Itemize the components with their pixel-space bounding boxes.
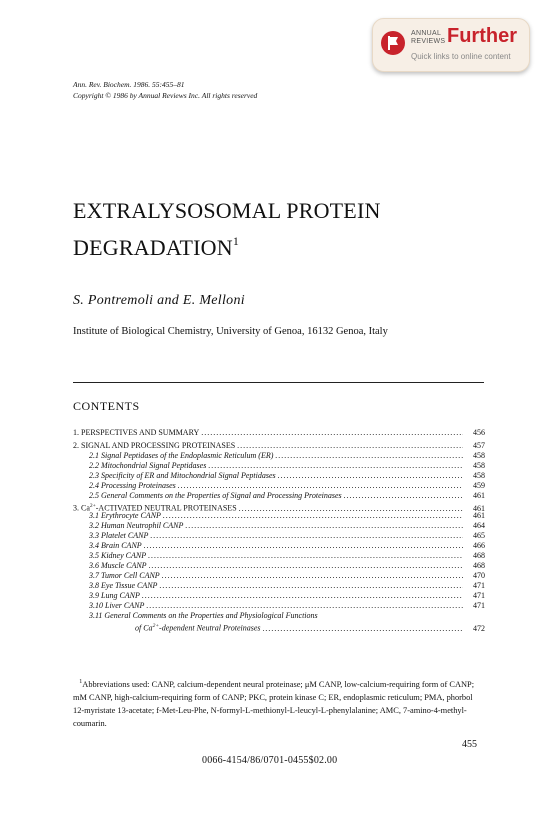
toc-label: 3.7 Tumor Cell CANP [89,571,160,580]
badge-tagline: Quick links to online content [411,52,511,61]
dot-leader [144,541,463,551]
toc-entry-2-1[interactable] [73,451,485,461]
toc-entry-3-1[interactable] [73,511,485,521]
annual-text: ANNUAL [411,30,442,37]
toc-entry-3-7[interactable] [73,571,485,581]
footnote-mark: 1 [79,679,83,685]
toc-page: 471 [473,591,485,600]
toc-label: 3.3 Platelet CANP [89,531,149,540]
title-line-1: EXTRALYSOSOMAL PROTEIN [73,198,381,223]
reviews-text: REVIEWS [411,38,446,45]
toc-label: 2.3 Specificity of ER and Mitochondrial Signal Peptidases [89,471,276,480]
dot-leader [163,511,463,521]
toc-entry-section-2[interactable] [73,441,485,451]
toc-page: 471 [473,601,485,610]
annual-reviews-further-badge[interactable] [372,18,530,72]
contents-heading: CONTENTS [73,399,140,413]
dot-leader [148,551,463,561]
superscript: 2+ [89,503,96,509]
toc-entry-2-5[interactable] [73,491,485,501]
annual-reviews-wordmark [411,30,445,46]
toc-page: 470 [473,571,485,580]
toc-label: 3.1 Erythrocyte CANP [89,511,161,520]
toc-label-part: -dependent Neutral Proteinases [159,623,261,633]
divider [73,382,484,383]
footnote-text: Abbreviations used: CANP, calcium-dependent neural proteinase; μM CANP, low-calcium-requiring form of CANP; mM CANP, high-calcium-requiring form of CANP; PKC, protein kinase C; ER, endoplasmic reticulum; PMA, phorbol 12-myristate 13-acetate; f-Met-Leu-Phe, N-formyl-L-methionyl-L-leucyl-L-phenylalanine; AMC, 7-amino-4-methyl-coumarin. [73,679,475,728]
toc-label-part [135,621,261,634]
citation-line: Ann. Rev. Biochem. 1986. 55:455–81 [73,80,185,89]
toc-label-part: of Ca [135,623,153,633]
further-text: Further [447,25,517,47]
toc-label: 3.9 Lung CANP [89,591,140,600]
toc-label-part: 3. Ca [73,503,90,513]
toc-page: 456 [473,428,485,437]
toc-label-part: -ACTIVATED NEUTRAL PROTEINASES [95,503,237,513]
toc-page: 468 [473,551,485,560]
toc-entry-2-2[interactable] [73,461,485,471]
toc-label: 3.6 Muscle CANP [89,561,147,570]
dot-leader [263,624,464,634]
toc-page: 459 [473,481,485,490]
toc-label: 2. SIGNAL AND PROCESSING PROTEINASES [73,441,236,450]
flag-icon [387,35,399,51]
toc-page: 458 [473,461,485,470]
toc-entry-3-6[interactable] [73,561,485,571]
toc-label: 2.5 General Comments on the Properties of Signal and Processing Proteinases [89,491,342,500]
toc-entry-section-3[interactable] [73,501,485,511]
toc-entry-3-3[interactable] [73,531,485,541]
toc-page: 471 [473,581,485,590]
toc-entry-3-9[interactable] [73,591,485,601]
dot-leader [159,581,463,591]
dot-leader [142,591,463,601]
dot-leader [201,428,463,438]
toc-entry-3-5[interactable] [73,551,485,561]
dot-leader [275,451,463,461]
dot-leader [278,471,463,481]
toc-entry-3-2[interactable] [73,521,485,531]
toc-entry-2-3[interactable] [73,471,485,481]
toc-label: 2.1 Signal Peptidases of the Endoplasmic Reticulum (ER) [89,451,274,460]
copyright-line: Copyright © 1986 by Annual Reviews Inc. All rights reserved [73,91,258,100]
toc-page: 461 [473,511,485,520]
superscript: 2+ [152,623,160,629]
toc-entry-section-1[interactable] [73,428,485,438]
dot-leader [178,481,463,491]
abbreviations-footnote [73,676,485,730]
toc-page: 464 [473,521,485,530]
toc-page: 457 [473,441,485,450]
toc-page: 458 [473,471,485,480]
toc-label: 2.2 Mitochondrial Signal Peptidases [89,461,207,470]
toc-entry-2-4[interactable] [73,481,485,491]
dot-leader [149,561,463,571]
title-footnote-mark[interactable]: 1 [232,234,240,248]
dot-leader [185,521,463,531]
dot-leader [150,531,463,541]
toc-label: 3.10 Liver CANP [89,601,145,610]
dot-leader [146,601,463,611]
toc-page: 458 [473,451,485,460]
toc-label-continuation [73,621,485,631]
dot-leader [208,461,463,471]
dot-leader [344,491,463,501]
toc-entry-3-11[interactable] [73,611,485,631]
toc-label: 3.2 Human Neutrophil CANP [89,521,184,530]
journal-citation [73,79,257,101]
toc-page: 461 [473,491,485,500]
toc-page: 465 [473,531,485,540]
toc-label: 2.4 Processing Proteinases [89,481,176,490]
page-number: 455 [462,739,477,750]
article-code: 0066-4154/86/0701-0455$02.00 [202,755,338,766]
toc-entry-3-4[interactable] [73,541,485,551]
affiliation: Institute of Biological Chemistry, University of Genoa, 16132 Genoa, Italy [73,326,388,337]
toc-entry-3-8[interactable] [73,581,485,591]
toc-label: 3.11 General Comments on the Properties and Physiological Functions [89,611,318,620]
dot-leader [237,441,463,451]
toc-label: 3.4 Brain CANP [89,541,142,550]
toc-label: 3.8 Eye Tissue CANP [89,581,158,590]
authors: S. Pontremoli and E. Melloni [73,293,245,308]
toc-label: 1. PERSPECTIVES AND SUMMARY [73,428,200,437]
table-of-contents [73,428,485,631]
toc-entry-3-10[interactable] [73,601,485,611]
article-title [73,196,381,263]
toc-label: 3.5 Kidney CANP [89,551,147,560]
toc-page: 461 [473,503,485,513]
toc-page: 472 [473,623,485,633]
title-line-2: DEGRADATION [73,235,233,260]
toc-page: 466 [473,541,485,550]
toc-page: 468 [473,561,485,570]
annual-reviews-logo-icon [381,31,405,55]
dot-leader [162,571,463,581]
